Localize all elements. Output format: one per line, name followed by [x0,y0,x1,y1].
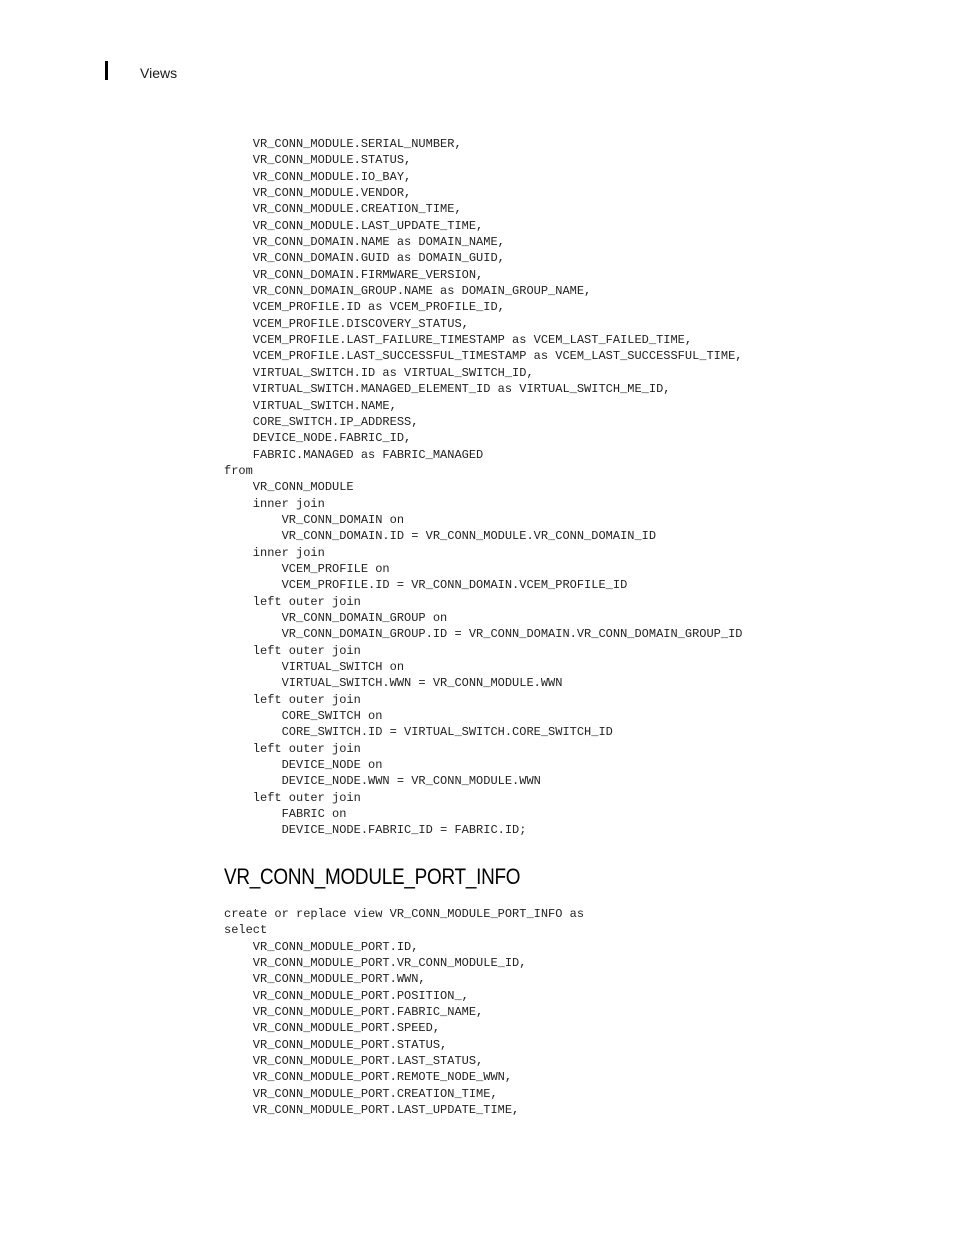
sql-code-block-view-continuation [224,136,742,839]
code-line: VCEM_PROFILE.ID as VCEM_PROFILE_ID, [224,300,505,315]
code-line: left outer join [224,741,361,756]
code-line: inner join [224,496,325,511]
code-line: VR_CONN_DOMAIN on [224,512,405,527]
section-heading: VR_CONN_MODULE_PORT_INFO [224,864,521,889]
code-line: inner join [224,545,325,560]
code-line: VIRTUAL_SWITCH.ID as VIRTUAL_SWITCH_ID, [224,365,534,380]
code-line: VR_CONN_DOMAIN_GROUP.NAME as DOMAIN_GROUP_NAME, [224,284,592,299]
code-line: DEVICE_NODE.FABRIC_ID, [224,431,412,446]
code-line: select [224,923,268,938]
code-line: VR_CONN_MODULE_PORT.LAST_UPDATE_TIME, [224,1103,520,1118]
sql-code-block-port-info [224,906,584,1118]
code-line: VCEM_PROFILE.DISCOVERY_STATUS, [224,316,469,331]
code-line: VR_CONN_DOMAIN.FIRMWARE_VERSION, [224,267,484,282]
code-line: VIRTUAL_SWITCH on [224,660,405,674]
code-line: from [224,463,253,478]
code-line: left outer join [224,594,361,609]
code-line: VR_CONN_MODULE_PORT.VR_CONN_MODULE_ID, [224,956,527,971]
code-line: VR_CONN_MODULE_PORT.LAST_STATUS, [224,1054,484,1069]
code-line: VR_CONN_MODULE_PORT.STATUS, [224,1037,448,1052]
code-line: VR_CONN_MODULE_PORT.FABRIC_NAME, [224,1005,484,1020]
code-line: VR_CONN_MODULE.SERIAL_NUMBER, [224,137,462,151]
code-line: VCEM_PROFILE on [224,561,390,576]
code-line: VR_CONN_DOMAIN.GUID as DOMAIN_GUID, [224,251,505,266]
code-line: VR_CONN_MODULE [224,480,354,495]
code-line: CORE_SWITCH.ID = VIRTUAL_SWITCH.CORE_SWITCH_ID [224,725,613,740]
code-line: left outer join [224,790,361,805]
code-line: VIRTUAL_SWITCH.NAME, [224,398,397,413]
code-line: FABRIC on [224,807,347,822]
code-line: VR_CONN_MODULE_PORT.SPEED, [224,1021,441,1036]
code-line: VR_CONN_MODULE.LAST_UPDATE_TIME, [224,218,484,233]
code-line: VR_CONN_MODULE_PORT.POSITION_, [224,988,469,1003]
code-line: FABRIC.MANAGED as FABRIC_MANAGED [224,447,484,462]
code-line: VCEM_PROFILE.LAST_FAILURE_TIMESTAMP as VCEM_LAST_FAILED_TIME, [224,333,693,348]
code-line: VR_CONN_MODULE.STATUS, [224,153,412,168]
code-line: VR_CONN_MODULE.CREATION_TIME, [224,202,462,217]
code-line: DEVICE_NODE.FABRIC_ID = FABRIC.ID; [224,823,527,838]
code-line: DEVICE_NODE.WWN = VR_CONN_MODULE.WWN [224,774,541,789]
code-line: VIRTUAL_SWITCH.WWN = VR_CONN_MODULE.WWN [224,676,563,691]
running-header: Views [140,65,178,81]
code-line: VIRTUAL_SWITCH.MANAGED_ELEMENT_ID as VIRTUAL_SWITCH_ME_ID, [224,382,671,397]
code-line: create or replace view VR_CONN_MODULE_PORT_INFO as [224,907,585,921]
code-line: CORE_SWITCH on [224,709,383,724]
code-line: VCEM_PROFILE.LAST_SUCCESSFUL_TIMESTAMP as VCEM_LAST_SUCCESSFUL_TIME, [224,349,743,364]
code-line: VR_CONN_DOMAIN.NAME as DOMAIN_NAME, [224,235,505,250]
code-line: left outer join [224,643,361,658]
code-line: VR_CONN_DOMAIN_GROUP on [224,610,448,625]
code-line: VR_CONN_MODULE_PORT.CREATION_TIME, [224,1086,498,1101]
code-line: VR_CONN_MODULE_PORT.ID, [224,939,419,954]
code-line: DEVICE_NODE on [224,758,383,773]
code-line: VR_CONN_DOMAIN_GROUP.ID = VR_CONN_DOMAIN.VR_CONN_DOMAIN_GROUP_ID [224,627,743,642]
code-line: VR_CONN_DOMAIN.ID = VR_CONN_MODULE.VR_CONN_DOMAIN_ID [224,529,657,544]
code-line: left outer join [224,692,361,707]
code-line: CORE_SWITCH.IP_ADDRESS, [224,414,419,429]
code-line: VR_CONN_MODULE_PORT.REMOTE_NODE_WWN, [224,1070,513,1085]
code-line: VCEM_PROFILE.ID = VR_CONN_DOMAIN.VCEM_PROFILE_ID [224,578,628,593]
code-line: VR_CONN_MODULE.IO_BAY, [224,169,412,184]
code-line: VR_CONN_MODULE.VENDOR, [224,186,412,201]
header-rule [105,61,108,80]
code-line: VR_CONN_MODULE_PORT.WWN, [224,972,426,987]
